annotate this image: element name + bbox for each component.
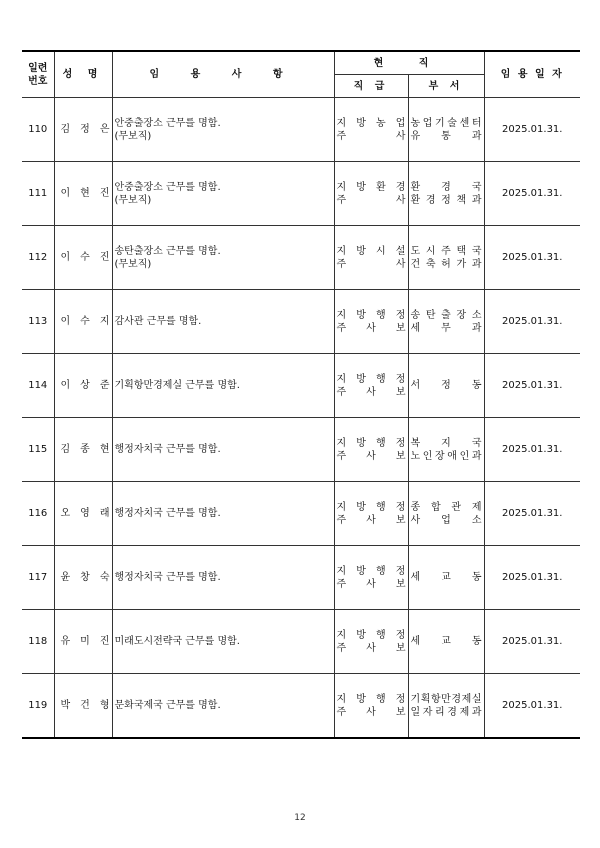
appointment-date: 2025.01.31. — [484, 418, 580, 482]
rank-cell-line: 지 방 행 정 — [336, 309, 406, 321]
department-cell-line: 세 교 동 — [410, 636, 482, 647]
rank-cell-line: 지 방 행 정 — [336, 693, 406, 705]
rank-cell — [334, 290, 408, 354]
rank-cell-line: 주 사 보 — [336, 322, 406, 334]
serial-number: 118 — [22, 610, 54, 674]
department-cell-line: 기 획 항 만 경 제 실 — [410, 693, 482, 705]
name-char: 지 — [99, 316, 110, 327]
rank-cell — [334, 98, 408, 162]
table-row — [22, 546, 580, 610]
appointment-date: 2025.01.31. — [484, 610, 580, 674]
name-char: 정 — [80, 124, 90, 135]
table-row — [22, 418, 580, 482]
rank-cell-line: 주 사 — [336, 194, 406, 206]
appointment-date: 2025.01.31. — [484, 674, 580, 739]
name-char: 이 — [60, 380, 71, 391]
person-name — [54, 546, 112, 610]
header-rank: 직 급 — [334, 75, 408, 98]
name-char: 이 — [60, 316, 71, 327]
rank-cell-line: 주 사 — [336, 130, 406, 142]
department-cell — [408, 674, 484, 739]
serial-number: 115 — [22, 418, 54, 482]
rank-cell-line: 지 방 행 정 — [336, 565, 406, 577]
name-char: 진 — [99, 188, 110, 199]
rank-cell — [334, 482, 408, 546]
appointment-date: 2025.01.31. — [484, 226, 580, 290]
department-cell-line: 세 교 동 — [410, 572, 482, 583]
name-char: 진 — [99, 636, 110, 647]
rank-cell-line: 주 사 보 — [336, 578, 406, 590]
name-char: 이 — [60, 252, 71, 263]
department-cell-line: 환 경 정 책 과 — [410, 194, 482, 206]
appointment-description: 안중출장소 근무를 명함. (무보직) — [112, 98, 334, 162]
name-char: 김 — [60, 444, 71, 455]
rank-cell-line: 주 사 보 — [336, 706, 406, 718]
department-cell-line: 종 합 관 제 — [410, 501, 482, 513]
header-current-post: 현 직 — [334, 51, 484, 75]
table-row — [22, 162, 580, 226]
person-name — [54, 418, 112, 482]
appointment-description: 기획항만경제실 근무를 명함. — [112, 354, 334, 418]
appointment-table — [22, 50, 580, 739]
rank-cell-line: 주 사 — [336, 258, 406, 270]
rank-cell-line: 주 사 보 — [336, 386, 406, 398]
department-cell — [408, 418, 484, 482]
name-char: 래 — [99, 508, 110, 519]
department-cell — [408, 98, 484, 162]
serial-number: 114 — [22, 354, 54, 418]
rank-cell-line: 지 방 농 업 — [336, 117, 406, 129]
table-row — [22, 354, 580, 418]
appointment-description: 행정자치국 근무를 명함. — [112, 418, 334, 482]
name-char: 건 — [80, 700, 90, 711]
name-char: 창 — [80, 572, 90, 583]
rank-cell — [334, 674, 408, 739]
name-char: 김 — [60, 124, 71, 135]
department-cell — [408, 226, 484, 290]
serial-number: 110 — [22, 98, 54, 162]
name-char: 수 — [80, 316, 90, 327]
name-char: 종 — [80, 444, 90, 455]
name-char: 진 — [99, 252, 110, 263]
rank-cell-line: 지 방 행 정 — [336, 373, 406, 385]
department-cell — [408, 610, 484, 674]
department-cell-line: 도 시 주 택 국 — [410, 245, 482, 257]
appointment-date: 2025.01.31. — [484, 162, 580, 226]
name-char: 박 — [60, 700, 71, 711]
table-row — [22, 290, 580, 354]
person-name — [54, 98, 112, 162]
person-name — [54, 674, 112, 739]
table-row — [22, 98, 580, 162]
department-cell-line: 유 통 과 — [410, 130, 482, 142]
serial-number: 111 — [22, 162, 54, 226]
appointment-description: 문화국제국 근무를 명함. — [112, 674, 334, 739]
name-char: 오 — [60, 508, 71, 519]
department-cell — [408, 482, 484, 546]
name-char: 수 — [80, 252, 90, 263]
serial-number: 117 — [22, 546, 54, 610]
name-char: 은 — [99, 124, 110, 135]
department-cell-line: 일 자 리 경 제 과 — [410, 706, 482, 718]
name-char: 이 — [60, 188, 71, 199]
name-char: 유 — [60, 636, 71, 647]
name-char: 윤 — [60, 572, 71, 583]
rank-cell-line: 주 사 보 — [336, 514, 406, 526]
department-cell — [408, 354, 484, 418]
department-cell-line: 송 탄 출 장 소 — [410, 309, 482, 321]
person-name — [54, 226, 112, 290]
department-cell-line: 노 인 장 애 인 과 — [410, 450, 482, 462]
name-char: 현 — [80, 188, 90, 199]
department-cell-line: 세 무 과 — [410, 322, 482, 334]
header-appointment: 임 용 사 항 — [112, 51, 334, 98]
rank-cell — [334, 162, 408, 226]
name-char: 현 — [99, 444, 110, 455]
rank-cell-line: 지 방 행 정 — [336, 437, 406, 449]
appointment-date: 2025.01.31. — [484, 290, 580, 354]
appointment-date: 2025.01.31. — [484, 98, 580, 162]
appointment-description: 행정자치국 근무를 명함. — [112, 482, 334, 546]
person-name — [54, 610, 112, 674]
name-char: 미 — [80, 636, 90, 647]
table-row — [22, 482, 580, 546]
name-char: 숙 — [99, 572, 110, 583]
department-cell-line: 농 업 기 술 센 터 — [410, 117, 482, 129]
header-appointment-date: 임 용 일 자 — [484, 51, 580, 98]
appointment-description: 미래도시전략국 근무를 명함. — [112, 610, 334, 674]
rank-cell-line: 지 방 환 경 — [336, 181, 406, 193]
rank-cell — [334, 354, 408, 418]
name-char: 상 — [80, 380, 90, 391]
appointment-date: 2025.01.31. — [484, 546, 580, 610]
serial-number: 112 — [22, 226, 54, 290]
serial-number: 116 — [22, 482, 54, 546]
rank-cell-line: 주 사 보 — [336, 642, 406, 654]
department-cell-line: 환 경 국 — [410, 181, 482, 193]
header-department: 부 서 — [408, 75, 484, 98]
department-cell — [408, 162, 484, 226]
department-cell-line: 건 축 허 가 과 — [410, 258, 482, 270]
rank-cell-line: 지 방 시 설 — [336, 245, 406, 257]
name-char: 준 — [99, 380, 110, 391]
appointment-description: 행정자치국 근무를 명함. — [112, 546, 334, 610]
department-cell — [408, 546, 484, 610]
table-row — [22, 610, 580, 674]
appointment-description: 감사관 근무를 명함. — [112, 290, 334, 354]
person-name — [54, 482, 112, 546]
rank-cell — [334, 418, 408, 482]
serial-number: 113 — [22, 290, 54, 354]
name-char: 형 — [99, 700, 110, 711]
rank-cell-line: 주 사 보 — [336, 450, 406, 462]
appointment-description: 안중출장소 근무를 명함. (무보직) — [112, 162, 334, 226]
person-name — [54, 354, 112, 418]
name-char: 영 — [80, 508, 90, 519]
rank-cell — [334, 226, 408, 290]
rank-cell — [334, 610, 408, 674]
rank-cell-line: 지 방 행 정 — [336, 629, 406, 641]
department-cell — [408, 290, 484, 354]
table-row — [22, 226, 580, 290]
appointment-date: 2025.01.31. — [484, 354, 580, 418]
rank-cell-line: 지 방 행 정 — [336, 501, 406, 513]
appointment-date: 2025.01.31. — [484, 482, 580, 546]
page-number: 12 — [294, 813, 306, 823]
department-cell-line: 서 정 동 — [410, 380, 482, 391]
header-name: 성 명 — [54, 51, 112, 98]
rank-cell — [334, 546, 408, 610]
department-cell-line: 복 지 국 — [410, 437, 482, 449]
department-cell-line: 사 업 소 — [410, 514, 482, 526]
table-row — [22, 674, 580, 739]
person-name — [54, 290, 112, 354]
serial-number: 119 — [22, 674, 54, 739]
appointment-description: 송탄출장소 근무를 명함. (무보직) — [112, 226, 334, 290]
person-name — [54, 162, 112, 226]
header-serial: 일련 번호 — [22, 51, 54, 98]
